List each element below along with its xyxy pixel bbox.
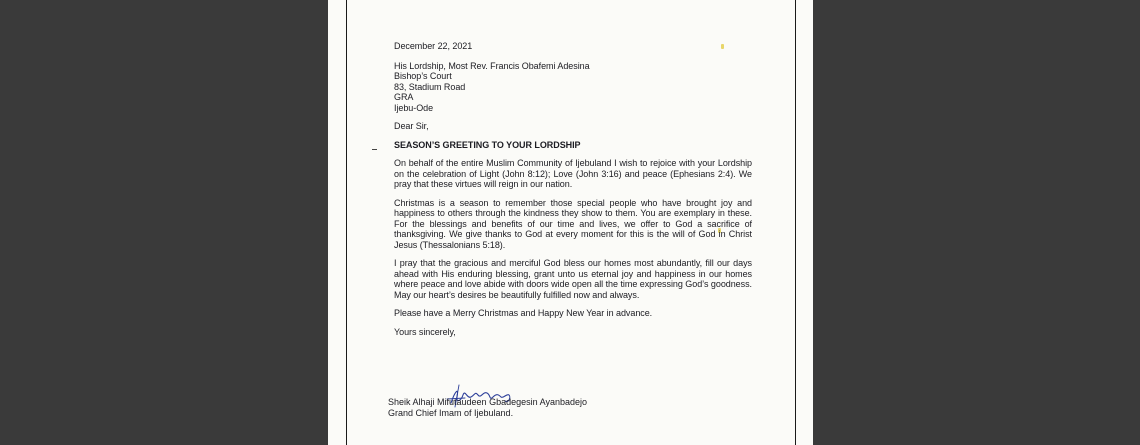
signoff: Yours sincerely, xyxy=(394,326,456,337)
letter-page xyxy=(328,0,813,445)
signer-title: Grand Chief Imam of Ijebuland. xyxy=(388,408,514,418)
page-left-border xyxy=(346,0,347,445)
salutation: Dear Sir, xyxy=(394,121,429,131)
signer-name: Sheik Alhaji Mifutaudeen Gbadegesin Ayanbadejo xyxy=(388,397,587,407)
address-line: Bishop’s Court xyxy=(394,71,452,81)
address-line: Ijebu-Ode xyxy=(394,102,434,113)
recipient-address xyxy=(394,61,752,114)
address-line: His Lordship, Most Rev. Francis Obafemi Adesina xyxy=(394,60,590,71)
page-right-border xyxy=(795,0,796,445)
address-line: 83, Stadium Road xyxy=(394,81,466,92)
letter-date: December 22, 2021 xyxy=(394,41,473,51)
closing-line: Please have a Merry Christmas and Happy New Year in advance. xyxy=(394,308,653,318)
signature-block xyxy=(388,397,587,419)
address-line: GRA xyxy=(394,92,414,102)
body-paragraph: On behalf of the entire Muslim Community of Ijebuland I wish to rejoice with your Lordship on the celebration of Light (John 8:12); Love (John 3:16) and peace (Ephesians 2:4). We pray that these virtues will reign in our nation. xyxy=(394,158,752,189)
margin-mark xyxy=(372,149,377,150)
letter-body xyxy=(394,41,752,337)
body-paragraph: Christmas is a season to remember those special people who have brought joy and happiness to others through the kindness they show to them. You are exemplary in these. For the blessings and benefits of our time and lives, we offer to God a sacrifice of thanksgiving. We give thanks to God at every moment for this is the will of God in Christ Jesus (Thessalonians 5:18). xyxy=(394,197,752,250)
letter-subject: SEASON’S GREETING TO YOUR LORDSHIP xyxy=(394,139,581,150)
body-paragraph: I pray that the gracious and merciful God bless our homes most abundantly, fill our days ahead with His enduring blessing, grant unto us eternal joy and happiness in our homes where peace and love abide with doors wide open all the time expressing God’s goodness. May our heart’s desires be beautifully fulfilled now and always. xyxy=(394,258,752,300)
